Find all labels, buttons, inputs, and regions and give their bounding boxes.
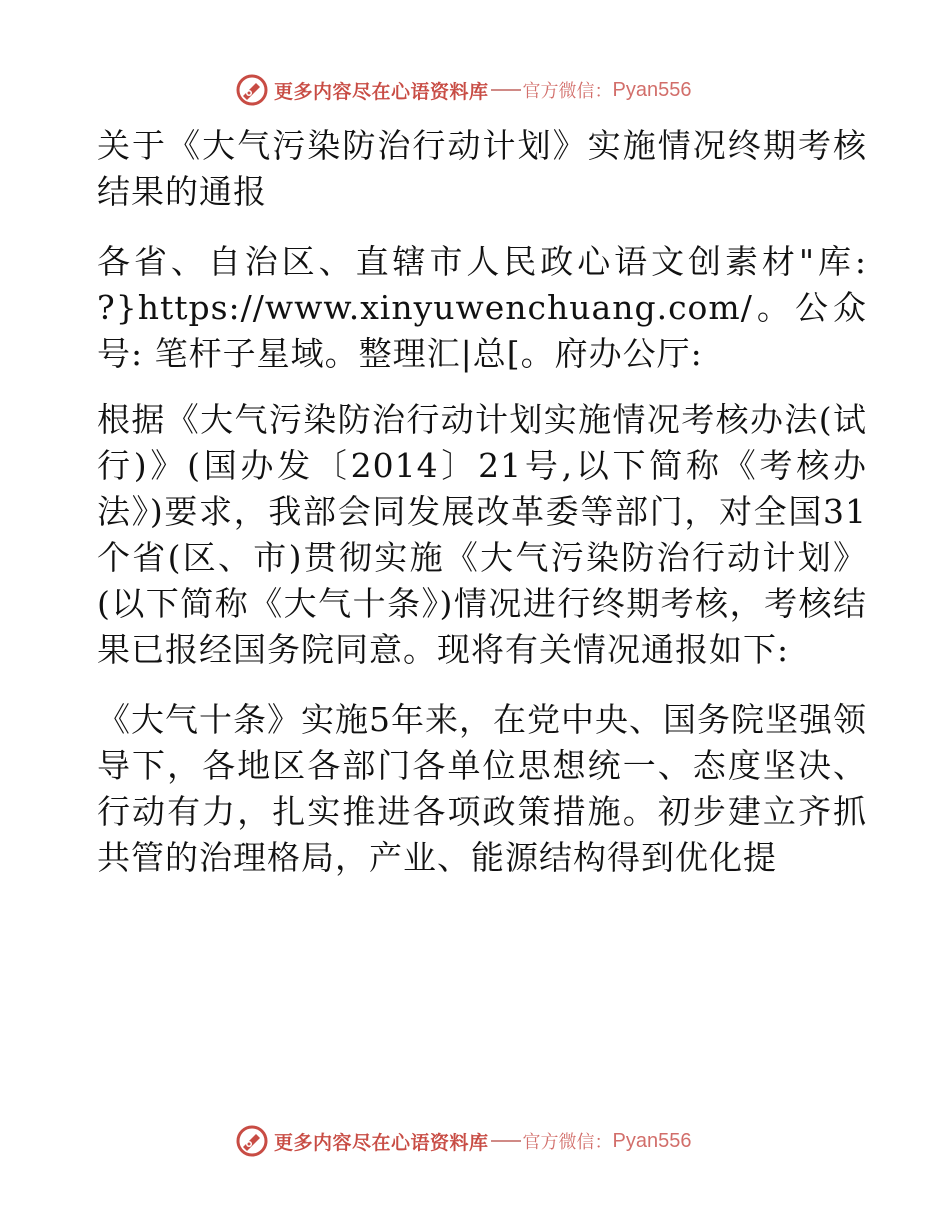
- watermark-id-text: Pyan556: [612, 78, 692, 101]
- watermark-dash: [491, 1140, 521, 1142]
- logo-icon: [236, 1125, 268, 1157]
- document-paragraph-1: 根据《大气污染防治行动计划实施情况考核办法(试行)》(国办发〔2014〕21号,以下简称《考核办法》)要求，我部会同发展改革委等部门，对全国31个省(区、市)贯彻实施《大气污染防治行动计划》(以下简称《大气十条》)情况进行终期考核，考核结果已报经国务院同意。现将有关情况通报如下:: [97, 400, 867, 669]
- page-header-watermark: [236, 72, 691, 108]
- watermark-sub-text: 官方微信：: [522, 81, 613, 102]
- logo-icon: [236, 74, 268, 106]
- document-paragraph-2: 《大气十条》实施5年来，在党中央、国务院坚强领导下，各地区各部门各单位思想统一、态度坚决、行动有力，扎实推进各项政策措施。初步建立齐抓共管的治理格局，产业、能源结构得到优化提: [97, 700, 867, 877]
- watermark-sub-text: 官方微信：: [522, 1132, 613, 1153]
- watermark-dash: [491, 89, 521, 91]
- document-address: 各省、自治区、直辖市人民政心语文创素材"库: ?}https://www.xinyuwenchuang.com/。公众号: 笔杆子星域。整理汇|总[。府办公厅:: [97, 242, 867, 373]
- page-footer-watermark: [236, 1123, 691, 1159]
- document-title: 关于《大气污染防治行动计划》实施情况终期考核结果的通报: [97, 126, 867, 211]
- watermark-main-text: 更多内容尽在心语资料库: [274, 80, 489, 103]
- document-body: [97, 123, 867, 881]
- watermark-main-text: 更多内容尽在心语资料库: [274, 1131, 489, 1154]
- watermark-id-text: Pyan556: [612, 1129, 692, 1152]
